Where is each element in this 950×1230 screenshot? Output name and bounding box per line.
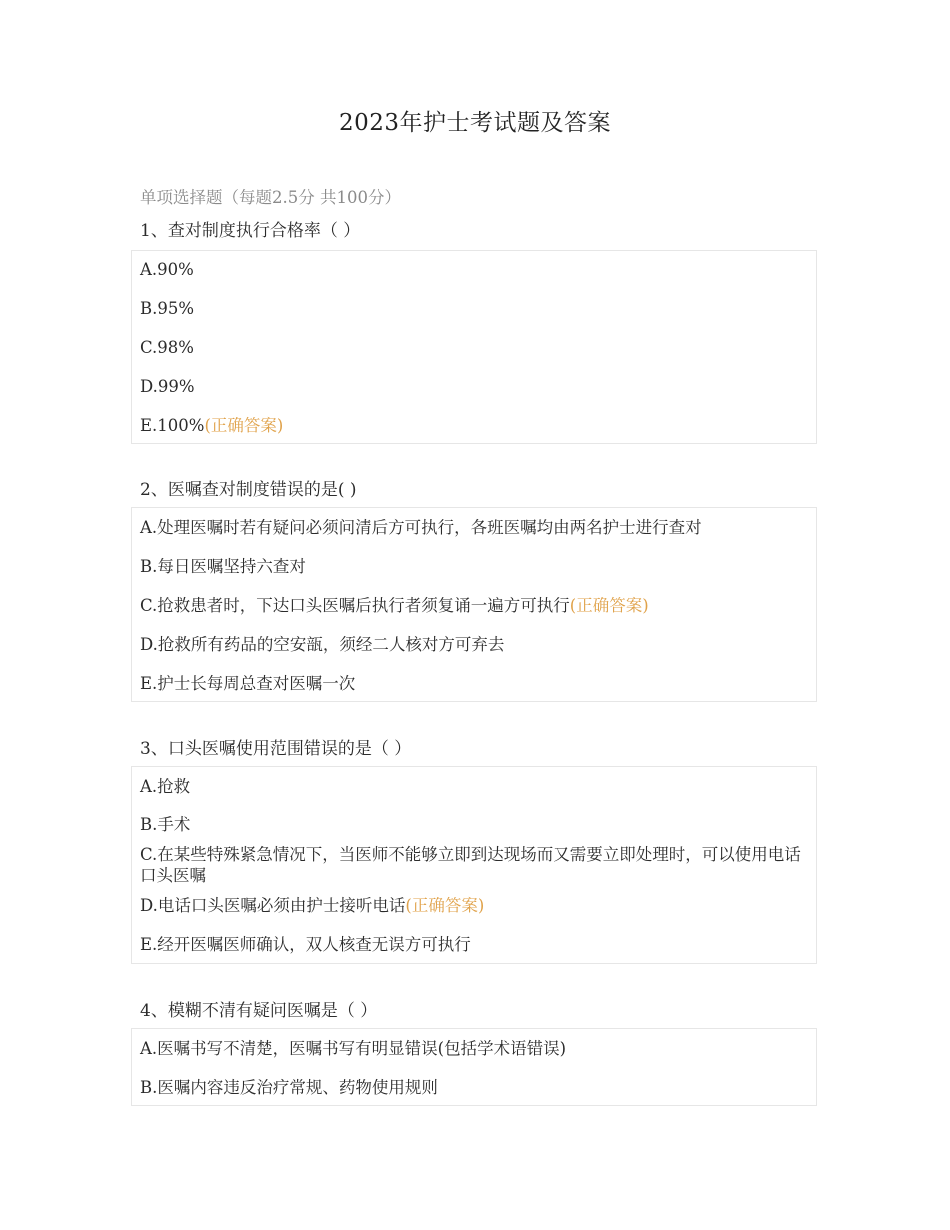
option-2c[interactable]: C.抢救患者时，下达口头医嘱后执行者须复诵一遍方可执行(正确答案): [140, 596, 649, 615]
option-1d[interactable]: D.99%: [140, 377, 195, 396]
question-2: 2、医嘱查对制度错误的是( ): [140, 480, 357, 500]
section-heading: 单项选择题（每题2.5分 共100分）: [140, 188, 401, 207]
option-1e[interactable]: E.100%(正确答案): [140, 416, 284, 435]
question-4-options: [131, 1028, 817, 1106]
question-1-options: [131, 250, 817, 444]
option-2a[interactable]: A.处理医嘱时若有疑问必须问清后方可执行，各班医嘱均由两名护士进行查对: [140, 518, 702, 537]
correct-answer-marker: (正确答案): [405, 896, 485, 915]
option-3b[interactable]: B.手术: [140, 815, 191, 834]
question-3-options: [131, 766, 817, 964]
option-1c[interactable]: C.98%: [140, 338, 194, 357]
option-4a[interactable]: A.医嘱书写不清楚，医嘱书写有明显错误(包括学术语错误): [140, 1039, 567, 1058]
option-3a[interactable]: A.抢救: [140, 777, 191, 796]
option-1a[interactable]: A.90%: [140, 260, 194, 279]
option-2b[interactable]: B.每日医嘱坚持六查对: [140, 557, 306, 576]
question-4: 4、模糊不清有疑问医嘱是（ ）: [140, 1001, 378, 1021]
question-3: 3、口头医嘱使用范围错误的是（ ）: [140, 739, 412, 759]
option-3d[interactable]: D.电话口头医嘱必须由护士接听电话(正确答案): [140, 896, 485, 915]
question-1: 1、查对制度执行合格率（ ）: [140, 221, 361, 241]
option-4b[interactable]: B.医嘱内容违反治疗常规、药物使用规则: [140, 1078, 438, 1097]
correct-answer-marker: (正确答案): [569, 596, 649, 615]
option-2d[interactable]: D.抢救所有药品的空安瓿，须经二人核对方可弃去: [140, 635, 505, 654]
page-title: 2023年护士考试题及答案: [338, 110, 612, 136]
option-3c[interactable]: C.在某些特殊紧急情况下，当医师不能够立即到达现场而又需要立即处理时，可以使用电话口头医嘱: [140, 845, 801, 885]
option-3e[interactable]: E.经开医嘱医师确认，双人核查无误方可执行: [140, 935, 471, 954]
correct-answer-marker: (正确答案): [204, 416, 284, 435]
option-1b[interactable]: B.95%: [140, 299, 195, 318]
option-2e[interactable]: E.护士长每周总查对医嘱一次: [140, 674, 356, 693]
question-2-options: [131, 507, 817, 702]
